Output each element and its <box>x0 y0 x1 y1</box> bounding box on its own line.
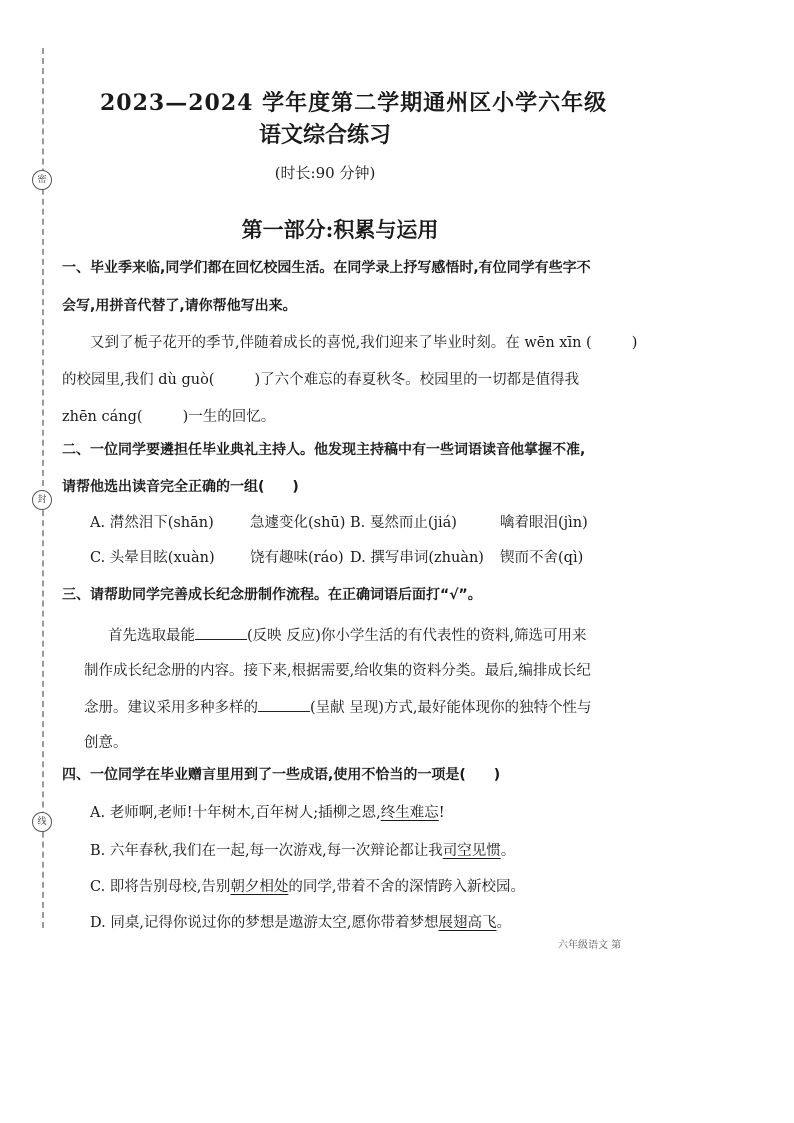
q1-paren-close: ) <box>631 335 638 351</box>
q4-option-b-idiom: 司空见惯 <box>442 843 501 859</box>
q1-passage-text: zhēn cáng( <box>62 409 143 425</box>
q4-option-a[interactable] <box>90 803 770 823</box>
q1-passage-line2 <box>62 370 742 390</box>
q1-passage-text: )一生的回忆。 <box>182 409 276 425</box>
q3-answer-blank-2[interactable] <box>258 697 310 712</box>
q4-option-a-end: ! <box>438 805 445 821</box>
q1-prompt-line2: 会写,用拼音代替了,请你帮他写出来。 <box>62 298 297 314</box>
exam-title: 2023—2024 学年度第二学期通州区小学六年级 <box>100 90 608 116</box>
q4-option-b-text: B. 六年春秋,我们在一起,每一次游戏,每一次辩论都让我 <box>90 843 443 859</box>
q3-prompt: 三、请帮助同学完善成长纪念册制作流程。在正确词语后面打“√”。 <box>62 587 482 603</box>
q2-option-d-2[interactable]: 锲而不舍(qì) <box>500 550 584 566</box>
q3-passage-text: 念册。建议采用多种多样的 <box>84 700 258 716</box>
q2-prompt-line2: 请帮他选出读音完全正确的一组( ) <box>62 479 299 495</box>
binding-mark-mi: 密 <box>32 170 52 190</box>
q3-answer-blank-1[interactable] <box>195 625 247 640</box>
q2-option-c-2[interactable]: 饶有趣味(ráo) <box>250 550 344 566</box>
q4-option-d-idiom: 展翅高飞 <box>438 915 497 931</box>
exam-duration: (时长:90 分钟) <box>274 164 376 182</box>
binding-mark-xian: 线 <box>32 812 52 832</box>
q3-passage-text: (呈献 呈现)方式,最好能体现你的独特个性与 <box>310 700 592 716</box>
q3-passage-text: 首先选取最能 <box>108 628 195 644</box>
binding-mark-feng: 封 <box>32 490 52 510</box>
q4-option-c-end: 的同学,带着不舍的深情跨入新校园。 <box>288 879 526 895</box>
q1-passage-line3 <box>62 407 742 427</box>
q3-passage-line1 <box>108 625 788 646</box>
q2-prompt-line1: 二、一位同学要遴担任毕业典礼主持人。他发现主持稿中有一些词语读音他掌握不准, <box>62 442 586 458</box>
q2-option-a-2[interactable]: 急遽变化(shū) <box>250 515 346 531</box>
q4-option-d-end: 。 <box>496 915 512 931</box>
q4-option-d[interactable] <box>90 913 770 933</box>
page-footer: 六年级语文 第 <box>558 940 622 951</box>
q1-passage-text: )了六个难忘的春夏秋冬。校园里的一切都是值得我 <box>254 372 580 388</box>
q3-passage-line2: 制作成长纪念册的内容。接下来,根据需要,给收集的资料分类。最后,编排成长纪 <box>84 663 591 679</box>
q2-option-a-1[interactable]: A. 潸然泪下(shān) <box>90 515 214 531</box>
q1-passage-text: 的校园里,我们 dù guò( <box>62 372 215 388</box>
q3-passage-line4: 创意。 <box>84 735 128 751</box>
q2-option-d-1[interactable]: D. 撰写串词(zhuàn) <box>350 550 484 566</box>
q4-option-a-text: A. 老师啊,老师!十年树木,百年树人;插柳之恩, <box>90 805 381 821</box>
q2-option-b-2[interactable]: 噙着眼泪(jìn) <box>500 515 588 531</box>
q2-option-c-1[interactable]: C. 头晕目眩(xuàn) <box>90 550 215 566</box>
q1-passage-text: 又到了栀子花开的季节,伴随着成长的喜悦,我们迎来了毕业时刻。在 wēn xīn ( <box>90 335 592 351</box>
part-one-title: 第一部分:积累与运用 <box>241 217 439 242</box>
q1-prompt-line1: 一、毕业季来临,同学们都在回忆校园生活。在同学录上抒写感悟时,有位同学有些字不 <box>62 260 591 276</box>
q3-passage-line3 <box>84 697 764 718</box>
q4-option-b[interactable] <box>90 841 770 861</box>
q2-options-row2 <box>90 548 770 568</box>
q2-options-row1 <box>90 513 770 533</box>
q4-prompt: 四、一位同学在毕业赠言里用到了一些成语,使用不恰当的一项是( ) <box>62 767 501 783</box>
q4-option-a-idiom: 终生难忘 <box>380 805 439 821</box>
q4-option-b-end: 。 <box>500 843 516 859</box>
q2-option-b-1[interactable]: B. 戛然而止(jiá) <box>350 515 457 531</box>
q4-option-c[interactable] <box>90 877 770 897</box>
q4-option-c-idiom: 朝夕相处 <box>230 879 289 895</box>
q1-passage-line1 <box>90 333 770 353</box>
q4-option-c-text: C. 即将告别母校,告别 <box>90 879 231 895</box>
exam-subtitle: 语文综合练习 <box>258 122 391 148</box>
q3-passage-text: (反映 反应)你小学生活的有代表性的资料,筛选可用来 <box>247 628 587 644</box>
q4-option-d-text: D. 同桌,记得你说过你的梦想是遨游太空,愿你带着梦想 <box>90 915 439 931</box>
